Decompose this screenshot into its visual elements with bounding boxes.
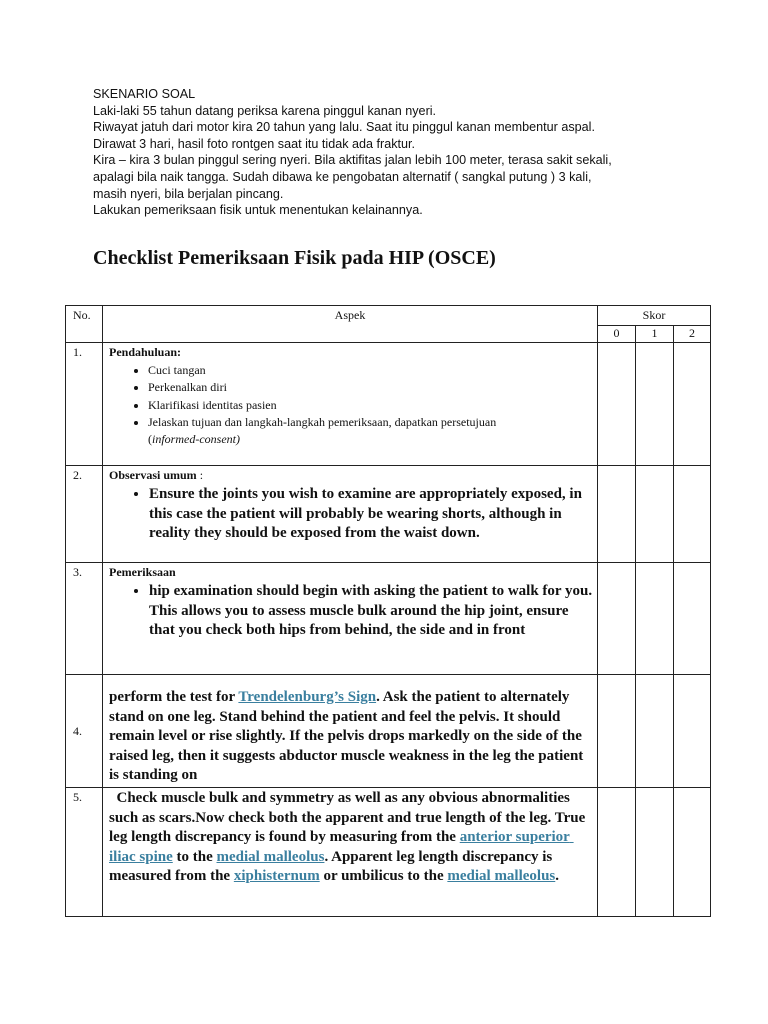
section-title: Observasi umum xyxy=(109,468,197,482)
skor-0: 0 xyxy=(598,326,636,343)
skor-1: 1 xyxy=(636,326,674,343)
list-item: • hip examination should begin with asking the patient to walk for you. This allows you to assess muscle bulk around the hip joint, ensure that you check both hips from behind, the side and in front xyxy=(149,582,597,641)
bullet-list xyxy=(103,362,597,448)
section-title: Pemeriksaan xyxy=(109,565,176,579)
score-cell[interactable] xyxy=(598,675,636,788)
text: . Ask the patient to alternately stand on one leg. Stand behind the patient and feel the pelvis. It should remain level or rise slightly. If the pelvis drops markedly on the side of the raised leg, then it suggests abductor muscle weakness in the leg the patient is standing on xyxy=(109,689,584,783)
row-number: 2. xyxy=(66,466,103,563)
text: Check muscle bulk and symmetry as well as any obvious abnormalities such as scars.Now check both the apparent and true length of the leg. True leg length discrepancy is found by measuring from the xyxy=(109,790,590,845)
scenario-line: apalagi bila naik tangga. Sudah dibawa ke pengobatan alternatif ( sangkal putung ) 3 kali, xyxy=(93,169,592,184)
page-title: Checklist Pemeriksaan Fisik pada HIP (OSCE) xyxy=(93,247,496,269)
score-cell[interactable] xyxy=(636,343,674,466)
text: . Apparent leg length discrepancy is measured from the xyxy=(109,848,556,884)
xiphisternum-link[interactable]: xiphisternum xyxy=(233,868,320,884)
table-header-row xyxy=(66,306,711,326)
bullet-list xyxy=(103,582,597,641)
table-row xyxy=(66,563,711,675)
text: to the xyxy=(172,848,217,865)
medial-malleolus-link[interactable]: medial malleolus xyxy=(447,868,556,884)
checklist-table xyxy=(65,305,711,917)
score-cell[interactable] xyxy=(598,343,636,466)
score-cell[interactable] xyxy=(674,343,711,466)
row-number: 3. xyxy=(66,563,103,675)
section-title-wrap xyxy=(109,468,597,483)
score-cell[interactable] xyxy=(674,788,711,917)
section-title: Pendahuluan: xyxy=(109,345,182,359)
paragraph xyxy=(109,688,597,786)
list-item-text: Jelaskan tujuan dan langkah-langkah pemeriksaan, dapatkan persetujuan xyxy=(148,414,497,429)
header-no: No. xyxy=(66,306,103,343)
table-row xyxy=(66,788,711,917)
score-cell[interactable] xyxy=(674,466,711,563)
scenario-block xyxy=(93,86,693,219)
aspek-cell xyxy=(103,788,598,917)
scenario-line: Dirawat 3 hari, hasil foto rontgen saat itu tidak ada fraktur. xyxy=(93,136,416,151)
table-row xyxy=(66,675,711,788)
aspek-cell xyxy=(103,563,598,675)
paren-open: ( xyxy=(148,432,152,447)
scenario-line: Riwayat jatuh dari motor kira 20 tahun yang lalu. Saat itu pinggul kanan membentur aspal. xyxy=(93,120,595,135)
list-item: • Ensure the joints you wish to examine are appropriately exposed, in this case the patient will probably be wearing shorts, although in reality they should be exposed from the waist down. xyxy=(149,485,597,544)
list-item xyxy=(148,414,597,449)
text: perform the test for xyxy=(109,689,239,705)
text: or umbilicus to the xyxy=(319,868,448,884)
section-title-suffix: : xyxy=(196,468,204,482)
medial-malleolus-link[interactable]: medial malleolus xyxy=(216,848,325,865)
scenario-line: Lakukan pemeriksaan fisik untuk menentukan kelainannya. xyxy=(93,203,423,218)
aspek-cell xyxy=(103,675,598,788)
header-skor: Skor xyxy=(598,306,711,326)
trendelenburg-link[interactable]: Trendelenburg’s Sign xyxy=(238,689,377,705)
list-item: • Perkenalkan diri xyxy=(148,379,597,396)
aspek-cell xyxy=(103,343,598,466)
score-cell[interactable] xyxy=(598,563,636,675)
header-aspek: Aspek xyxy=(103,306,598,343)
score-cell[interactable] xyxy=(636,563,674,675)
skor-2: 2 xyxy=(674,326,711,343)
scenario-heading: SKENARIO SOAL xyxy=(93,87,196,101)
aspek-cell xyxy=(103,466,598,563)
score-cell[interactable] xyxy=(598,788,636,917)
score-cell[interactable] xyxy=(674,563,711,675)
asis-link[interactable]: anterior superior iliac spine xyxy=(109,829,574,865)
score-cell[interactable] xyxy=(598,466,636,563)
list-item: • Cuci tangan xyxy=(148,362,597,379)
scenario-line: masih nyeri, bila berjalan pincang. xyxy=(93,186,284,201)
informed-consent: informed-consent) xyxy=(152,432,240,447)
scenario-line: Kira – kira 3 bulan pinggul sering nyeri. Bila aktifitas jalan lebih 100 meter, terasa sakit sekali, xyxy=(93,153,612,168)
score-cell[interactable] xyxy=(636,466,674,563)
list-item: • Klarifikasi identitas pasien xyxy=(148,397,597,414)
row-number: 4. xyxy=(66,675,103,788)
paragraph xyxy=(109,789,597,887)
bullet-list xyxy=(103,485,597,544)
score-cell[interactable] xyxy=(636,675,674,788)
scenario-line: Laki-laki 55 tahun datang periksa karena pinggul kanan nyeri. xyxy=(93,103,437,118)
score-cell[interactable] xyxy=(674,675,711,788)
text: . xyxy=(555,868,560,884)
row-number: 5. xyxy=(66,788,103,917)
table-row xyxy=(66,343,711,466)
table-row xyxy=(66,466,711,563)
row-number: 1. xyxy=(66,343,103,466)
score-cell[interactable] xyxy=(636,788,674,917)
